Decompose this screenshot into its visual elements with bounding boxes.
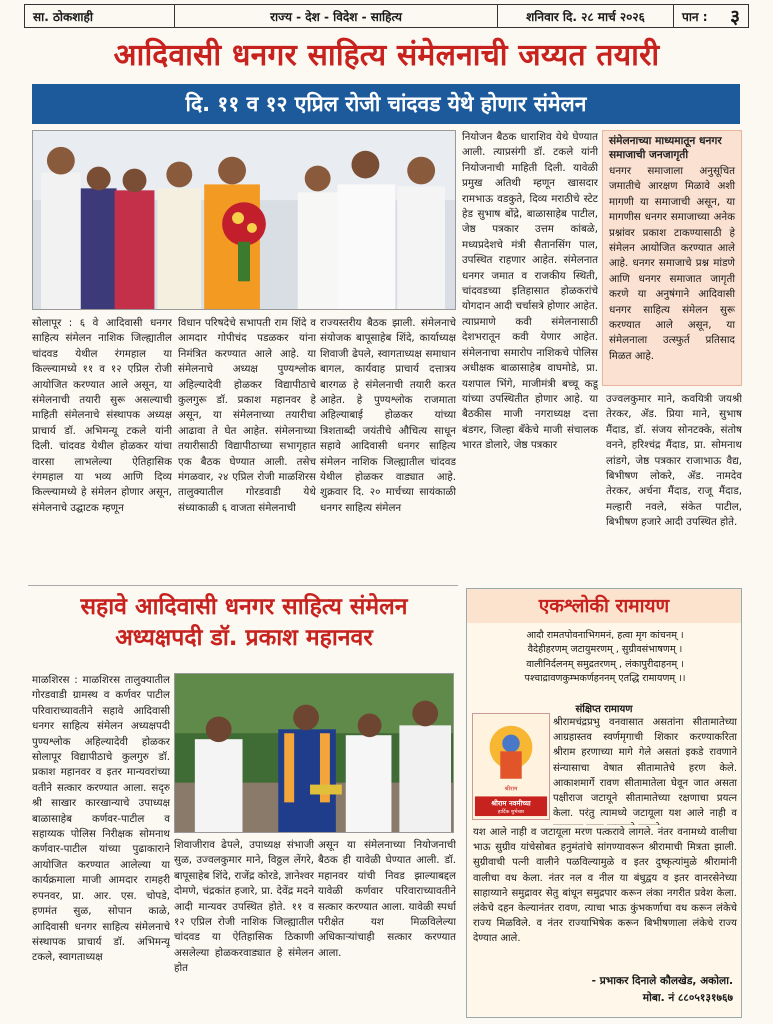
page-label: पान :: [682, 9, 708, 24]
highlight-box-heading: संमेलनाच्या माध्यमातून धनगर समाजाची जनजागृती: [609, 135, 722, 161]
article1-column-4: नियोजन बैठक धाराशिव येथे घेण्यात आली. त्याप्रसंगी डॉ. टकले यांनी नियोजनाची माहिती दिली. यावेळी प्रमुख अतिथी म्हणून खासदार रामभाऊ वडकुते, दिव्य मराठीचे स्टेट हेड सुभाष बोंद्रे, बाळासाहेब पाटील, जेष्ठ पत्रकार उत्तम कांबळे, मध्यप्रदेशचे मंत्री सैतानसिंग पाल, उपस्थित राहणार आहेत. संमेलनात धनगर जमात व राजकीय स्थिती, चांदवडच्या इतिहासात होळकरांचे योगदान आदी चर्चासत्रे होणार आहेत. त्याप्रमाणे कवी संमेलनासाठी देशभरातून कवी येणार आहेत. संमेलनाचा समारोप नाशिकचे पोलिस अधीक्षक बाळासाहेब वाघमोडे, प्रा. यशपाल भिंगे, माजीमंत्री बच्चू कडू यांच्या उपस्थितीत होणार आहे. या बैठकीस माजी नगराध्यक्ष दत्ता बंडगर, जिल्हा बँकेचे माजी संचालक भारत डोलारे, जेष्ठ पत्रकार: [462, 131, 598, 452]
second-headline: [32, 592, 456, 654]
section-divider: [28, 585, 458, 586]
verse-line: आदौ रामतपोवनाभिगमनं, हत्वा मृग कांचनम् ।: [526, 630, 684, 641]
verse-line: वालीनिर्दलनम् समुद्रतरणम् , लंकापुरीदाहनम् ।: [526, 658, 684, 670]
ram-navami-poster: [472, 713, 550, 820]
poster-title: श्रीराम: [504, 786, 518, 793]
second-headline-line-1: सहावे आदिवासी धनगर साहित्य संमेलन: [80, 594, 408, 620]
summary-text-wrapped: श्रीरामचंद्रप्रभु वनवासात असतांना सीतामातेच्या आग्रहास्तव स्वर्णमृगाची शिकार करण्याकरिता श्रीराम हरणाच्या मागे गेले असतां इकडे रावणाने संन्यासाचा वेषात सीतामातेचे हरण केले. आकाशमार्गे रावण सीतामातेला घेवून जात असता पक्षीराज जटायूने सीतामातेच्या रक्षणाचा प्रयत्न केला. परंतु त्यामध्ये जटायूला यश आले नाही व: [553, 717, 737, 820]
shloka-verses: [473, 629, 737, 687]
masthead-bar: [24, 4, 749, 28]
author-name: - प्रभाकर दिनाले कौलखेड, अकोला.: [591, 975, 733, 987]
article2-column-3: असून या संमेलनाच्या नियोजनाची बैठक ही यावेळी घेण्यात आली. डॉ. महानवर यांची निवड झाल्याबद्दल यावेळी कर्णवार परिवाराच्यावतीने सत्कार करण्यात आला. यावेळी स्पर्धा परीक्षेत यश मिळविलेल्या अधिकाऱ्यांचाही सत्कार करण्यात आला.: [318, 839, 456, 959]
felicitation-photo: [174, 673, 454, 833]
article1-column-1: सोलापूर : ६ वे आदिवासी धनगर साहित्य संमेलन नाशिक जिल्ह्यातील चांदवड येथील रंगमहाल या किल्ल्यामध्ये ११ व १२ एप्रिल रोजी आयोजित करण्यात आले असून, या संमेलनाची तयारी सुरू असल्याची माहिती संमेलनाचे संस्थापक अध्यक्ष प्राचार्य डॉ. अभिमन्यू टकले यांनी दिली. चांदवड येथील होळकर यांचा वारसा लाभलेल्या ऐतिहासिक रंगमहाल या भव्य आणि दिव्य किल्ल्यामध्ये हे संमेलन होणार असून, संमेलनाचे उद्घाटक म्हणून: [32, 317, 172, 514]
author-mobile: मोबा. नं ८८०५१३१७६७: [642, 992, 733, 1004]
article1-column-5: उज्वलकुमार माने, कवयित्री जयश्री तेरकर, ॲड. प्रिया माने, सुभाष मैंदाड, डॉ. संजय सोनटक्के, संतोष वनने, हरिश्चंद्र मैंदाड, प्रा. सोमनाथ लांडगे, जेष्ठ पत्रकार राजाभाऊ वैद्य, बिभीषण लोकरे, ॲड. नामदेव तेरकर, अर्चना मैंदाड, राजू मैंदाड, मल्हारी नवले, संकेत पाटील, बिभीषण हजारे आदी उपस्थित होते.: [606, 393, 742, 529]
poster-greeting: श्रीराम नवमीच्या: [491, 799, 531, 808]
main-headline: आदिवासी धनगर साहित्य संमेलनाची जय्यत तयारी: [113, 38, 660, 73]
article2-column-2: शिवाजीराव ढेपले, उपाध्यक्ष संभाजी सुळ, उज्वलकुमार माने, विठ्ठल लेंगरे, बापूसाहेब शिंदे, राजेंद्र कोरडे, ज्ञानेश्वर दोमणे, चंद्रकांत हजारे, प्रा. देवेंद्र मदने आदी मान्यवर उपस्थित होते. ११ व १२ एप्रिल रोजी नाशिक जिल्ह्यातील चांदवड या ऐतिहासिक ठिकाणी असलेल्या होळकरवाड्यात हे संमेलन होत: [174, 839, 314, 975]
page-number: ३: [730, 6, 740, 28]
summary-text: यश आले नाही व जटायूला मरण पत्करावे लागले. नंतर वनामध्ये वालीचा भाऊ सुग्रीव यांचेसोबत हनुमंतांचे सांगण्यावरून श्रीरामाची मित्रता झाली. सुग्रीवाची पत्नी वालीने पळविल्यामुळे व इतर दुष्कृत्यांमुळे श्रीरामांनी वालीचा वध केला. नंतर नल व नील या बंधुद्वय व इतर वानरसेनेच्या साहाय्याने समुद्रावर सेतु बांधून समुद्रपार करून लंका नगरीत प्रवेश केला. लंकेचे दहन केल्यानंतर रावण, त्याचा भाऊ कुंभकर्णाचा वध करून लंकेचे राज्य मिळविले. व नंतर राज्याभिषेक करून बिभीषणाला लंकेचे राज्य देण्यात आले.: [473, 827, 737, 945]
section-list: राज्य - देश - विदेश - साहित्य: [175, 5, 498, 27]
verse-line: पश्चाद्रावणकुम्भकर्णहननम् एतद्धि रामायणम् ।।: [524, 673, 686, 685]
paper-name: सा. ठोकशाही: [25, 5, 175, 27]
issue-date: शनिवार दि. २८ मार्च २०२६: [498, 5, 674, 27]
page-indicator: [674, 5, 748, 27]
highlight-box-body: धनगर समाजाला अनुसूचित जमातीचे आरक्षण मिळावे अशी मागणी या समाजाची असून, या मागणीस धनगर समाजाच्या अनेक प्रश्नांवर प्रकाश टाकण्यासाठी हे संमेलन आयोजित करण्यात आले आहे. धनगर समाजाचे प्रश्न मांडणे आणि धनगर समाजात जागृती करणे या अनुषंगाने आदिवासी धनगर साहित्य संमेलन सुरू करण्यात आले असून, या संमेलनाला उत्स्फुर्त प्रतिसाद मिळत आहे.: [609, 165, 735, 362]
highlight-box: [602, 130, 742, 386]
article1-column-2: विधान परिषदेचे सभापती राम शिंदे व आमदार गोपीचंद पडळकर यांना निमंत्रित करण्यात आले आहे. या संमेलनाचे अध्यक्ष पुण्यश्लोक अहिल्यादेवी होळकर विद्यापीठाचे कुलगुरू डॉ. प्रकाश महानवर हे असून, या संमेलनाच्या तयारीचा आढावा ते घेत आहेत. संमेलनाच्या तयारीसाठी विद्यापीठाच्या सभागृहात एक बैठक घेण्यात आली. तसेच मंगळवार, २४ एप्रिल रोजी माळशिरस तालुक्यातील गोरडवाडी येथे संध्याकाळी ६ वाजता संमेलनाची: [178, 317, 316, 514]
author-signature: [592, 973, 733, 1007]
article2-column-1: माळशिरस : माळशिरस तालुक्यातील गोरडवाडी ग्रामस्थ व कर्णवर पाटील परिवाराच्यावतीने सहावे आदिवासी धनगर साहित्य संमेलन अध्यक्षपदी पुण्यश्लोक अहिल्यादेवी होळकर सोलापूर विद्यापीठाचे कुलगुरु डॉ. प्रकाश महानवर व इतर मान्यवरांच्या वतीने सत्कार करण्यात आला. सदृरु श्री साखार कारखान्याचे उपाध्यक्ष बाळासाहेब कर्णवर-पाटील व सहाय्यक पोलिस निरीक्षक सोमनाथ कर्णवार-पाटील यांच्या पुढाकाराने आयोजित करण्यात आलेल्या या कार्यक्रमाला माजी आमदार रामहरी रुपनवर, प्रा. आर. एस. चोपडे, हणमंत सुळ, सोपान काळे, आदिवासी धनगर साहित्य संमेलनाचे संस्थापक प्राचार्य डॉ. अभिमन्यू टकले, स्वागताध्यक्ष: [32, 674, 170, 964]
verse-line: वैदेहीहरणम् जटायुमरणम् , सुग्रीवसंभाषणम् ।: [527, 644, 683, 656]
second-headline-line-2: अध्यक्षपदी डॉ. प्रकाश महानवर: [115, 625, 373, 651]
summary-title: संक्षिप्त रामायण: [575, 704, 633, 715]
group-photo: [32, 130, 456, 310]
poster-subtitle: हार्दिक शुभेच्छा: [497, 809, 525, 816]
ramayan-title: एकश्लोकी रामायण: [467, 589, 741, 623]
article1-column-3: राज्यस्तरीय बैठक झाली. संमेलनाचे संयोजक बापूसाहेब शिंदे, कार्याध्यक्ष शिवाजी ढेपले, स्वागताध्यक्ष समाधान बागल, कार्यवाह प्राचार्य दत्तात्रय बारगळ हे संमेलनाची तयारी करत आहेत. हे पुण्यश्लोक राजमाता अहिल्याबाई होळकर यांच्या त्रिशताब्दी जयंतीचे औचित्य साधून सहावे आदिवासी धनगर साहित्य संमेलन नाशिक जिल्ह्यातील चांदवड येथील होळकर वाड्यात आहे. शुक्रवार दि. २० मार्चच्या सायंकाळी धनगर साहित्य संमेलन: [320, 317, 456, 514]
sub-headline: दि. ११ व १२ एप्रिल रोजी चांदवड येथे होणार संमेलन: [32, 84, 740, 124]
